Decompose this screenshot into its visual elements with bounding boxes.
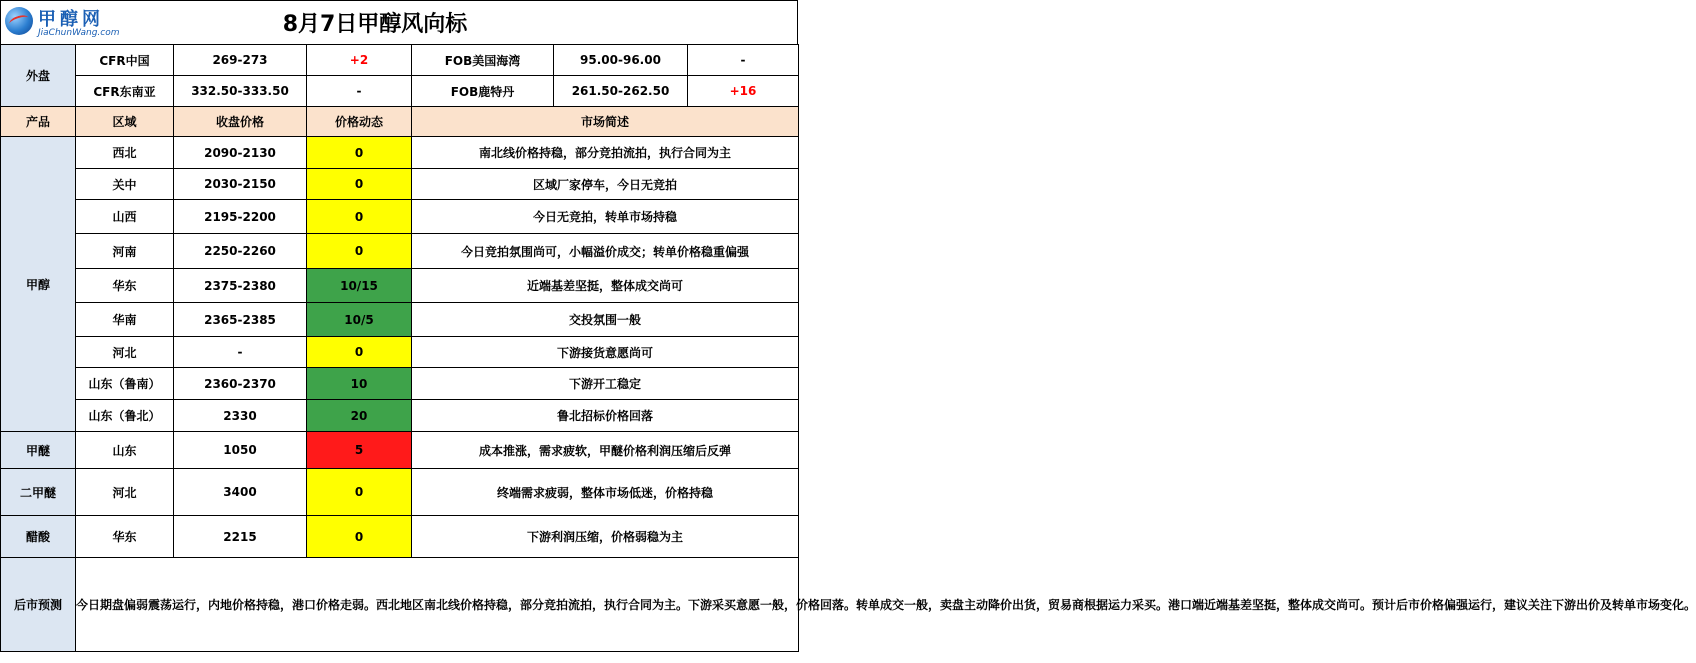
trend-cell: 20 [307, 400, 412, 432]
column-trend: 价格动态 [307, 107, 412, 137]
methanol-row [1, 234, 799, 269]
price-cell: 2365-2385 [174, 303, 307, 337]
trend-cell: 10/5 [307, 303, 412, 337]
region-cell: 山东（鲁北） [76, 400, 174, 432]
region-cell: 河南 [76, 234, 174, 269]
description-cell: 交投氛围一般 [412, 303, 799, 337]
external-row [1, 76, 799, 107]
external-range: 332.50-333.50 [174, 76, 307, 107]
description-cell: 鲁北招标价格回落 [412, 400, 799, 432]
description-cell: 今日竞拍氛围尚可，小幅溢价成交；转单价格稳重偏强 [412, 234, 799, 269]
external-range: 95.00-96.00 [554, 45, 688, 76]
logo-chinese-text: 甲醇网 [38, 9, 104, 30]
forecast-label: 后市预测 [1, 558, 76, 652]
column-price: 收盘价格 [174, 107, 307, 137]
description-cell: 近端基差坚挺，整体成交尚可 [412, 269, 799, 303]
column-region: 区域 [76, 107, 174, 137]
price-cell: 3400 [174, 469, 307, 516]
forecast-text: 今日期盘偏弱震荡运行，内地价格持稳，港口价格走弱。西北地区南北线价格持稳，部分竞拍流拍，执行合同为主。下游采买意愿一般，价格回落。转单成交一般，卖盘主动降价出货，贸易商根据运力采买。港口端近端基差坚挺，整体成交尚可。预计后市价格偏强运行，建议关注下游出价及转单市场变化。 [76, 558, 799, 652]
price-cell: 2195-2200 [174, 200, 307, 234]
price-cell: 2375-2380 [174, 269, 307, 303]
column-product: 产品 [1, 107, 76, 137]
region-cell: 华东 [76, 516, 174, 558]
external-change: +2 [307, 45, 412, 76]
price-cell: - [174, 337, 307, 368]
page-title: 8月7日甲醇风向标 [282, 12, 468, 37]
description-cell: 成本推涨，需求疲软，甲醚价格利润压缩后反弹 [412, 432, 799, 469]
region-cell: 河北 [76, 337, 174, 368]
trend-cell: 0 [307, 469, 412, 516]
price-cell: 2030-2150 [174, 169, 307, 200]
methanol-row [1, 169, 799, 200]
trend-cell: 0 [307, 137, 412, 169]
methanol-row [1, 200, 799, 234]
description-cell: 区域厂家停车，今日无竞拍 [412, 169, 799, 200]
methanol-row [1, 303, 799, 337]
trend-cell: 0 [307, 200, 412, 234]
methanol-row [1, 400, 799, 432]
methanol-label: 甲醇 [1, 137, 76, 432]
region-cell: 山东（鲁南） [76, 368, 174, 400]
description-cell: 下游利润压缩，价格弱稳为主 [412, 516, 799, 558]
external-range: 269-273 [174, 45, 307, 76]
column-header-row [1, 107, 799, 137]
region-cell: 华东 [76, 269, 174, 303]
external-change: - [688, 45, 799, 76]
external-change: - [307, 76, 412, 107]
external-name: FOB美国海湾 [412, 45, 554, 76]
dme-label: 甲醚 [1, 432, 76, 469]
price-cell: 2090-2130 [174, 137, 307, 169]
dme-row [1, 432, 799, 469]
description-cell: 下游开工稳定 [412, 368, 799, 400]
trend-cell: 0 [307, 337, 412, 368]
ddme-row [1, 469, 799, 516]
title-bar [0, 0, 798, 45]
trend-cell: 0 [307, 234, 412, 269]
description-cell: 南北线价格持稳，部分竞拍流拍，执行合同为主 [412, 137, 799, 169]
region-cell: 华南 [76, 303, 174, 337]
price-cell: 2250-2260 [174, 234, 307, 269]
price-cell: 2360-2370 [174, 368, 307, 400]
price-cell: 2215 [174, 516, 307, 558]
methanol-row [1, 269, 799, 303]
ddme-label: 二甲醚 [1, 469, 76, 516]
trend-cell: 0 [307, 516, 412, 558]
external-range: 261.50-262.50 [554, 76, 688, 107]
column-description: 市场简述 [412, 107, 799, 137]
external-change: +16 [688, 76, 799, 107]
methanol-row [1, 337, 799, 368]
price-cell: 2330 [174, 400, 307, 432]
external-name: CFR中国 [76, 45, 174, 76]
description-cell: 今日无竞拍，转单市场持稳 [412, 200, 799, 234]
trend-cell: 10/15 [307, 269, 412, 303]
price-cell: 1050 [174, 432, 307, 469]
methanol-row [1, 137, 799, 169]
region-cell: 山东 [76, 432, 174, 469]
region-cell: 西北 [76, 137, 174, 169]
external-name: CFR东南亚 [76, 76, 174, 107]
methanol-row [1, 368, 799, 400]
description-cell: 下游接货意愿尚可 [412, 337, 799, 368]
external-row [1, 45, 799, 76]
external-label: 外盘 [1, 45, 76, 107]
forecast-row [1, 558, 799, 652]
trend-cell: 5 [307, 432, 412, 469]
logo-english-text: JiaChunWang.com [38, 28, 120, 38]
external-name: FOB鹿特丹 [412, 76, 554, 107]
trend-cell: 10 [307, 368, 412, 400]
acetic-label: 醋酸 [1, 516, 76, 558]
acetic-row [1, 516, 799, 558]
description-cell: 终端需求疲弱，整体市场低迷，价格持稳 [412, 469, 799, 516]
region-cell: 河北 [76, 469, 174, 516]
region-cell: 关中 [76, 169, 174, 200]
trend-cell: 0 [307, 169, 412, 200]
price-table [0, 44, 1696, 652]
region-cell: 山西 [76, 200, 174, 234]
